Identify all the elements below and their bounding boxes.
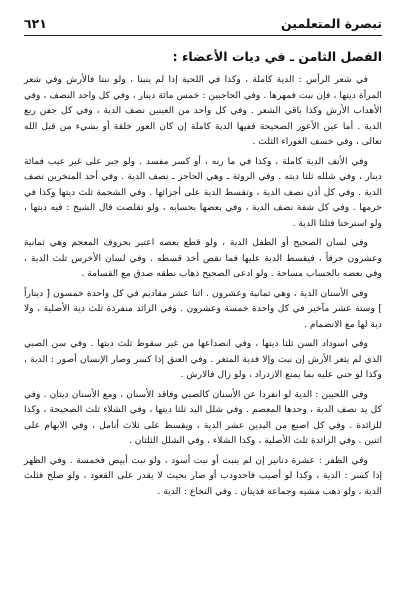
book-page bbox=[24, 10, 382, 580]
header-rule bbox=[24, 35, 382, 36]
running-header bbox=[24, 10, 382, 32]
paragraph-jaws-hands: وفي اللحيين : الدية لو انفردا عن الأسنان كالصبي وفاقد الأسنان ، ومع الأسنان ديتان . وفي كل يد نصف الدية ، وحدها المعصم . وفي شلل اليد ثلثا ديتها ، وفي الشلاء ثلث الصحيحة ، وكذا للزائدة . وفي كل اصبع من اليدين عشر الدية ، ويقسط على ثلاث أنامل ، وفي الابهام على اثنين . وفي الزائدة ثلث الأصلية ، وكذا الشلاء ، وفي الشلل الثلثان . bbox=[24, 388, 382, 446]
paragraph-tooth-neck: وفي اسوداد السن ثلثا ديتها ، وفي انصداعها من غير سقوط ثلث ديتها . وفي سن الصبي الذي لم يثغر الأرش إن نبت وإلا فدية المثغر . وفي العنق إذا كسر وصار الإنسان أصور : الدية ، وكذا لو جني عليه بما يمنع الازدراد ، ولو زال فالارش . bbox=[24, 338, 382, 380]
paragraph-teeth: وفي الأسنان الدية ، وهي ثمانية وعشرون . اثنا عشر مقاديم في كل واحدة خمسون [ ديناراً ] وستة عشر مآخير في كل واحدة خمسة وعشرون . وفي الزائد منفردة ثلث دية الأصلية ، ولا دية لها مع الانضمام . bbox=[24, 287, 382, 330]
paragraph-nail-back: وفي الظفر : عشرة دنانير إن لم ينبت أو نبت أسود ، ولو نبت أبيض فخمسة . وفي الظهر إذا كسر : الدية ، وكذا لو أصيب فاحدودب أو صار بحيث لا يقدر على القعود ، ولو صلح فثلث الدية ، ولو ذهب مشيه وجماعه فديتان . وفي النخاع : الدية . bbox=[24, 454, 382, 497]
paragraph-nose-ear-lip: وفي الأنف الدية كاملة ، وكذا في ما رنه ، أو كسر مفسد . ولو جبر على غير عيب فمائة دينار ، وفي شلله ثلثا ديته . وفي الروثة ـ وهي الحاجز ـ نصف الدية . وفي أحد المنخرين نصف الدية . وفي كل أذن نصف الدية ، وتقسط الدية على أجزائها . وفي الشحمة ثلث ديتها وكذا في خرمها . وفي كل شفة نصف الدية ، وفي بعضها بحسابه ، ولو تقلصت قال الشيخ : فيه ديتها ، ولو استرختا فثلثا الدية . bbox=[24, 155, 382, 229]
paragraph-hair: في شعر الرأس : الدية كاملة ، وكذا في اللحية إذا لم ينبتا ، ولو نبتا فالأرش وفي شعر المرأة ديتها ، فإن نبت فمهرها . وفي الحاجبين : خمس مائة دينار ، وفي كل واحد النصف ، وفي الأهداب الأرش وكذا باقي الشعر . وفي كل واحد من العينين نصف الدية ، وفي كل جفن ربع الدية . أما عين الأعور الصحيحة ففيها الدية كاملة إن كان العور خلقة أو بشيء من قبل الله تعالى ، وفي خسف العوراء الثلث . bbox=[24, 74, 382, 147]
paragraph-tongue: وفي لسان الصحيح أو الطفل الدية ، ولو قطع بعضه اعتبر بحروف المعجم وهي ثمانية وعشرون حرفاً ، فيقسط الدية عليها فما نقص أخذ قسطه . وفي لسان الأخرس ثلث الدية ، وفي بعضه بالحساب مساحة . ولو ادعى الصحيح ذهاب نطقه صدق مع القسامة . bbox=[24, 237, 382, 279]
section-title: الفصل الثامن ـ في ديات الأعضاء : bbox=[172, 49, 382, 64]
book-title: تبصرة المتعلمين bbox=[281, 16, 382, 31]
page-number: ٦٢١ bbox=[24, 16, 47, 31]
